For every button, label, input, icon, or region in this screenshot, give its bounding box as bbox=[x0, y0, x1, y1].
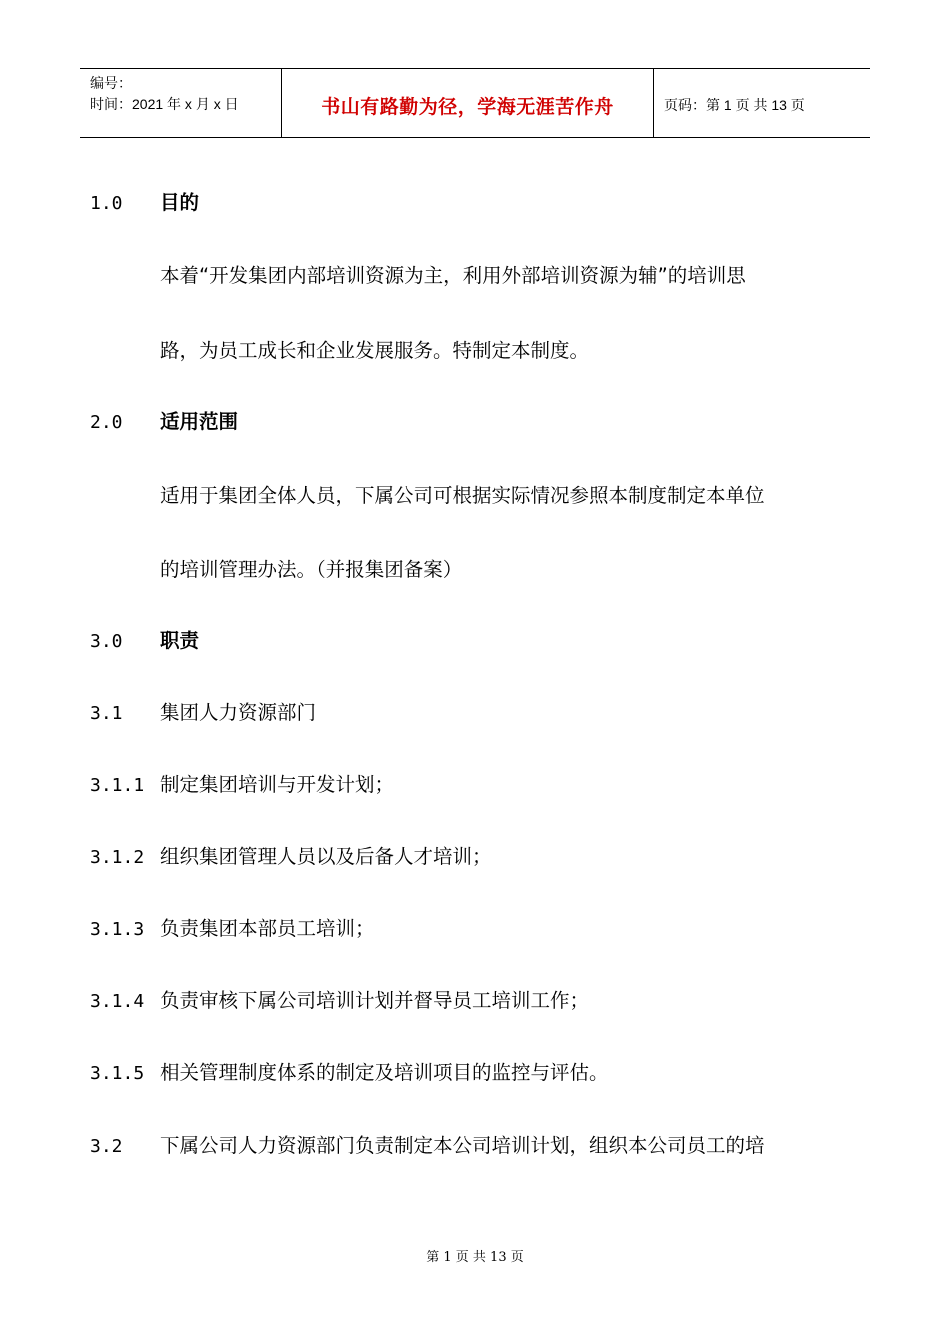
document-time-label: 时间：2021 年 x 月 x 日 bbox=[90, 96, 239, 112]
item-text: 下属公司人力资源部门负责制定本公司培训计划，组织本公司员工的培 bbox=[160, 1134, 765, 1157]
subsection-3-2 bbox=[90, 1132, 765, 1161]
paragraph-line: 的培训管理办法。（并报集团备案） bbox=[160, 558, 463, 581]
header-table bbox=[80, 68, 870, 138]
item-number: 3.1.5 bbox=[90, 1063, 145, 1084]
item-text: 负责集团本部员工培训； bbox=[160, 917, 375, 940]
section-number: 1.0 bbox=[90, 193, 123, 214]
item-number: 3.1.1 bbox=[90, 775, 145, 796]
section-number: 2.0 bbox=[90, 412, 123, 433]
paragraph-line: 本着“开发集团内部培训资源为主，利用外部培训资源为辅”的培训思 bbox=[160, 264, 746, 287]
subsection-3-1 bbox=[90, 699, 316, 728]
item-number: 3.1.2 bbox=[90, 847, 145, 868]
header-page-info: 页码：第 1 页 共 13 页 bbox=[664, 97, 805, 113]
section-number: 3.0 bbox=[90, 631, 123, 652]
item-number: 3.1 bbox=[90, 703, 123, 724]
item-text: 集团人力资源部门 bbox=[160, 701, 317, 724]
section-title: 职责 bbox=[160, 629, 200, 652]
page-footer: 第 1 页 共 13 页 bbox=[426, 1250, 524, 1265]
paragraph-line: 路，为员工成长和企业发展服务。特制定本制度。 bbox=[160, 339, 590, 362]
item-number: 3.2 bbox=[90, 1136, 123, 1157]
item-number: 3.1.4 bbox=[90, 991, 145, 1012]
item-text: 组织集团管理人员以及后备人才培训； bbox=[160, 845, 492, 868]
section-heading-3 bbox=[90, 627, 199, 656]
paragraph-line: 适用于集团全体人员，下属公司可根据实际情况参照本制度制定本单位 bbox=[160, 484, 765, 507]
header-meta-cell bbox=[80, 69, 281, 137]
section-heading-2 bbox=[90, 408, 238, 437]
item-text: 制定集团培训与开发计划； bbox=[160, 773, 395, 796]
document-number-label: 编号： bbox=[90, 75, 132, 91]
item-number: 3.1.3 bbox=[90, 919, 145, 940]
item-text: 相关管理制度体系的制定及培训项目的监控与评估。 bbox=[160, 1061, 609, 1084]
list-item bbox=[90, 843, 492, 872]
item-text: 负责审核下属公司培训计划并督导员工培训工作； bbox=[160, 989, 590, 1012]
list-item bbox=[90, 1059, 609, 1088]
list-item bbox=[90, 987, 589, 1016]
section-title: 目的 bbox=[160, 191, 200, 214]
list-item bbox=[90, 771, 394, 800]
section-title: 适用范围 bbox=[160, 410, 239, 433]
list-item bbox=[90, 915, 375, 944]
section-heading-1 bbox=[90, 189, 199, 218]
header-motto: 书山有路勤为径，学海无涯苦作舟 bbox=[281, 69, 654, 137]
